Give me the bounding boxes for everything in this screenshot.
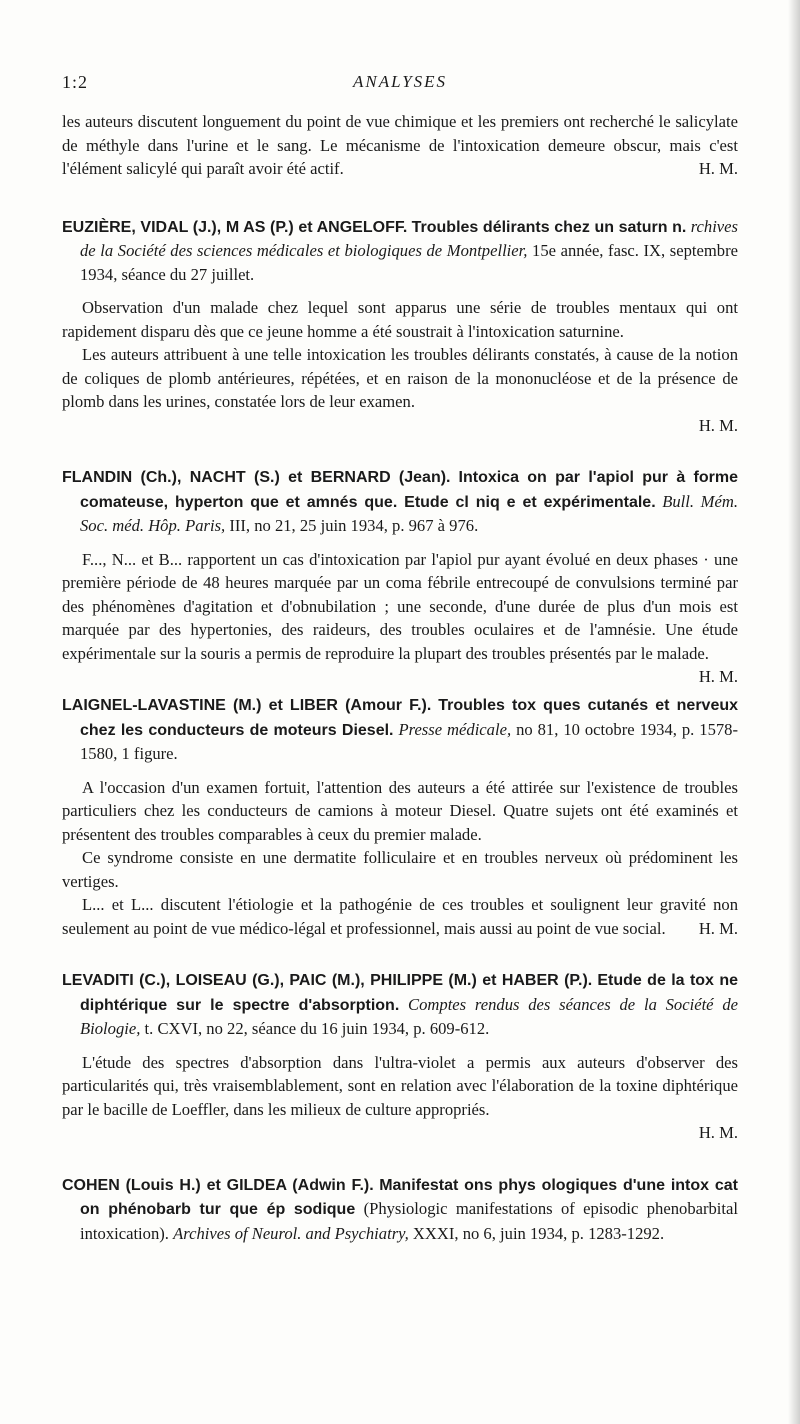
entry-heading (62, 215, 738, 287)
entry-paragraph: A l'occasion d'un examen fortuit, l'attention des auteurs a été attirée sur l'existence de troubles particuliers chez les conducteurs de camions à moteur Diesel. Quatre sujets ont été examinés et présentent des troubles comparables à ceux du premier malade. (62, 777, 738, 844)
entry-journal: Archives of Neurol. and Psychiatry, (173, 1223, 409, 1243)
intro-signature: H. M. (698, 159, 738, 178)
entry-laignel-lavastine (62, 693, 738, 940)
entry-authors: FLANDIN (Ch.), NACHT (S.) et BERNARD (Jean). (62, 469, 451, 486)
entry-journal: rchives de la Société des sciences médicales et biologiques de Montpellier, (80, 216, 738, 260)
entry-authors: EUZIÈRE, VIDAL (J.), M AS (P.) et ANGELOFF. (62, 218, 408, 236)
entry-title: Intoxica on par l'apiol pur à forme comateuse, hyperton que et amnés que. Etude cl niq e et expérimentale. (80, 469, 738, 511)
entry-signature: H. M. (698, 415, 738, 435)
entry-details: III, no 21, 25 juin 1934, p. 967 à 976. (229, 516, 479, 535)
entry-signature: H. M. (698, 1123, 738, 1142)
entry-details: XXXI, no 6, juin 1934, p. 1283-1292. (412, 1223, 665, 1243)
entry-heading (62, 968, 738, 1041)
entry-flandin (62, 465, 738, 686)
entry-heading (62, 465, 738, 538)
entry-paragraph: Ce syndrome consiste en une dermatite folliculaire et en troubles nerveux où prédominent les vertiges. (62, 848, 738, 891)
running-head: ANALYSES (352, 72, 448, 91)
entry-journal: Presse médicale, (398, 719, 512, 739)
entry-title: Manifestat ons phys ologiques d'une intox cat on phénobarb tur que ép sodique (80, 1176, 738, 1218)
entry-details: t. CXVI, no 22, séance du 16 juin 1934, p. 609-612. (144, 1019, 490, 1038)
entry-euziere (62, 215, 738, 438)
entry-signature: H. M. (698, 667, 738, 686)
entry-heading (62, 1173, 738, 1246)
page-number: 1:2 (62, 72, 89, 92)
entry-paragraph: L... et L... discutent l'étiologie et la pathogénie de ces troubles et soulignent leur gravité non seulement au point de vue médico-légal et professionnel, mais aussi au point de vue social. (62, 895, 738, 938)
entry-authors: LAIGNEL-LAVASTINE (M.) et LIBER (Amour F.). (62, 697, 432, 714)
entry-cohen (62, 1173, 738, 1246)
entry-levaditi (62, 968, 738, 1145)
page-edge-shadow (788, 0, 800, 1424)
entry-title: Etude de la tox ne diphtérique sur le spectre d'absorption. (80, 972, 738, 1014)
entry-paragraph: F..., N... et B... rapportent un cas d'intoxication par l'apiol pur ayant évolué en deux phases · une première période de 48 heures marquée par un coma fébrile entrecoupé de convulsions terminé par des phénomènes d'agitation et d'obnubilation ; une seconde, d'une durée de plus d'un mois est marquée par des hypertonies, des raideurs, des troubles oculaires et de l'amnésie. Une étude expérimentale sur la souris a permis de reproduire la plupart des troubles présentés par le malade. (62, 549, 738, 663)
intro-block (62, 110, 738, 181)
entry-heading (62, 693, 738, 766)
entry-paragraph: L'étude des spectres d'absorption dans l'ultra-violet a permis aux auteurs d'observer des particularités qui, très vraisemblablement, sont en relation avec l'élaboration de la toxine diphtérique par le bacille de Loeffler, dans les milieux de culture appropriés. (62, 1052, 738, 1119)
entry-paragraph: Observation d'un malade chez lequel sont apparus une série de troubles mentaux qui ont rapidement disparu dès que ce jeune homme a été soustrait à l'intoxication saturnine. (62, 298, 738, 341)
entry-authors: LEVADITI (C.), LOISEAU (G.), PAIC (M.), PHILIPPE (M.) et HABER (P.). (62, 972, 593, 989)
entry-title: Troubles délirants chez un saturn n. (411, 218, 687, 236)
entry-subtitle: (Physiologic manifestations of episodic phenobarbital intoxication). (80, 1199, 738, 1243)
entry-paragraph: Les auteurs attribuent à une telle intoxication les troubles délirants constatés, à cause de la notion de coliques de plomb antérieures, répétées, et en raison de la mononucléose et de la présence de plomb dans les urines, constatée lors de leur examen. (62, 345, 738, 411)
entry-title: Troubles tox ques cutanés et nerveux chez les conducteurs de moteurs Diesel. (80, 697, 739, 739)
entry-authors: COHEN (Louis H.) et GILDEA (Adwin F.). (62, 1176, 374, 1194)
entry-details: 15e année, fasc. IX, septembre 1934, séance du 27 juillet. (80, 241, 738, 284)
entry-signature: H. M. (698, 918, 738, 938)
intro-text: les auteurs discutent longuement du point de vue chimique et les premiers ont recherché le salicylate de méthyle dans l'urine et le sang. Le mécanisme de l'intoxication demeure obscur, mais c'est l'élément salicylé qui paraît avoir été actif. H. M. (62, 110, 738, 181)
page (62, 60, 738, 1255)
entry-journal: Comptes rendus des séances de la Société de Biologie, (80, 994, 738, 1038)
entry-details: no 81, 10 octobre 1934, p. 1578-1580, 1 figure. (80, 719, 738, 763)
page-header (62, 60, 738, 100)
entry-journal: Bull. Mém. Soc. méd. Hôp. Paris, (80, 491, 738, 535)
